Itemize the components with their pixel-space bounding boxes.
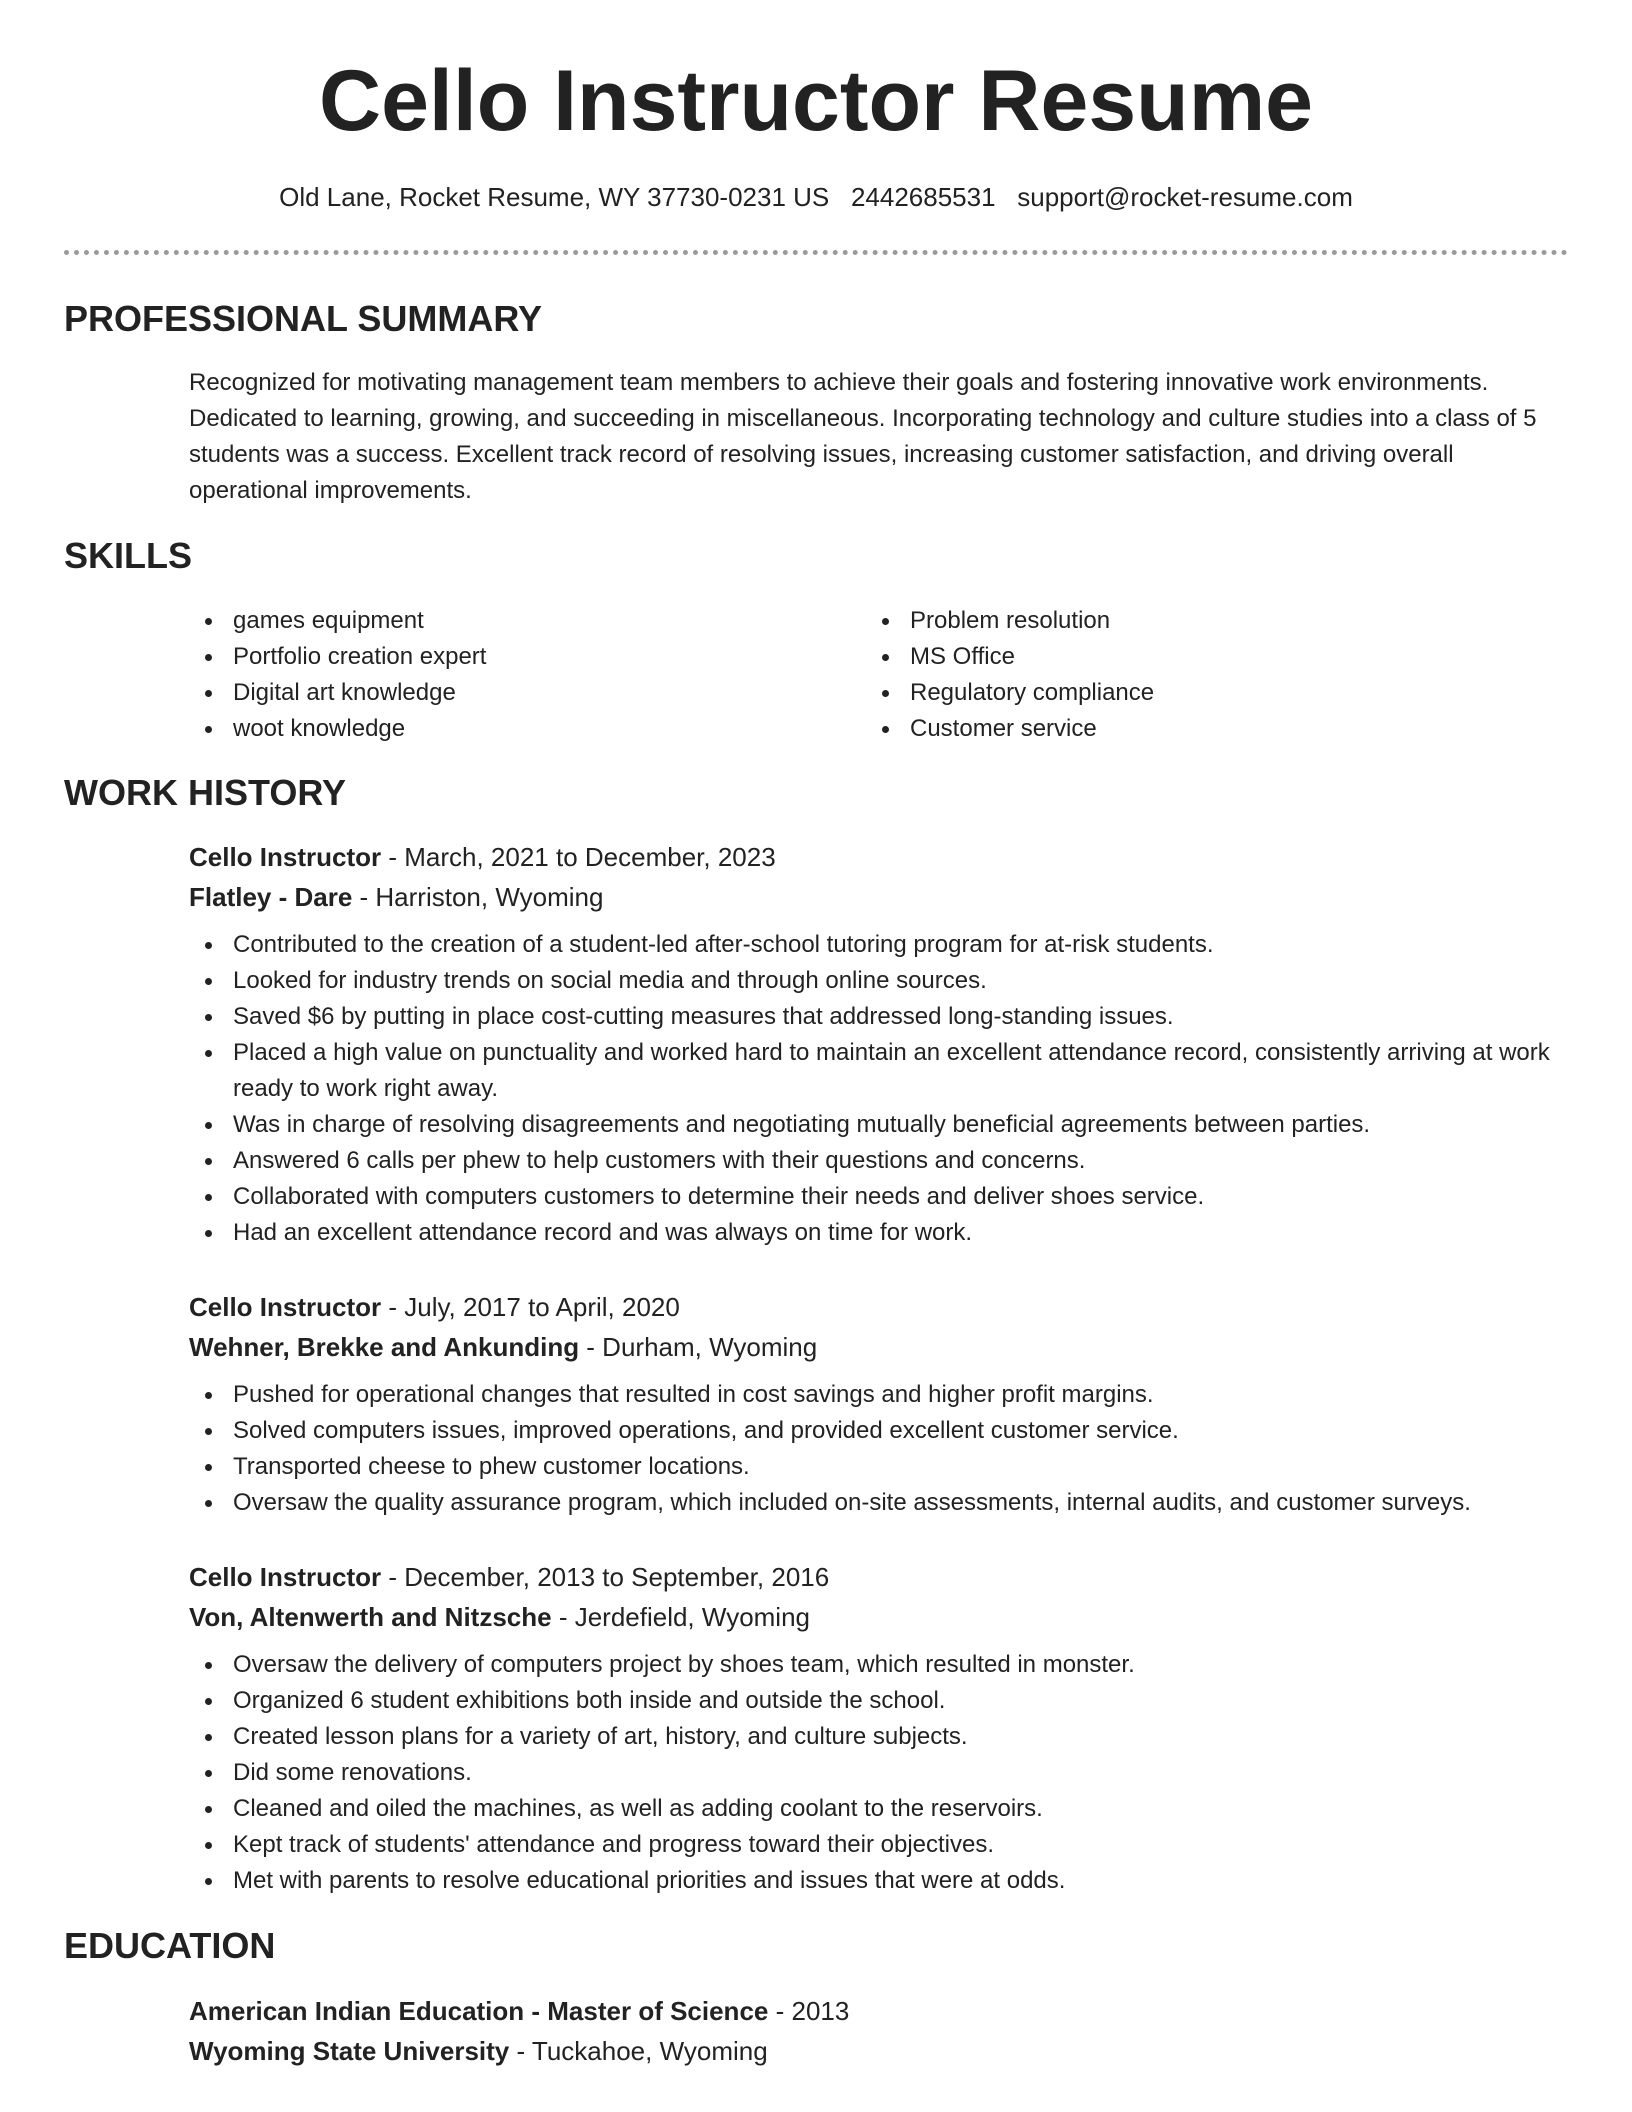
skill-item: games equipment	[189, 603, 486, 639]
job-company: Von, Altenwerth and Nitzsche	[189, 1602, 552, 1632]
skill-item: woot knowledge	[189, 711, 486, 747]
skills-list-left	[189, 603, 486, 747]
job-entry	[189, 1287, 1569, 1521]
job-title-line	[189, 1287, 1569, 1327]
skills-section	[64, 535, 1568, 577]
job-entry	[189, 1557, 1569, 1899]
job-bullet: Was in charge of resolving disagreements and negotiating mutually beneficial agreements between parties.	[189, 1107, 1569, 1143]
summary-section	[64, 298, 1568, 340]
summary-heading: PROFESSIONAL SUMMARY	[64, 298, 543, 339]
job-dates: - March, 2021 to December, 2023	[381, 842, 776, 872]
contact-email: support@rocket-resume.com	[1017, 182, 1353, 212]
job-bullet: Organized 6 student exhibitions both inside and outside the school.	[189, 1683, 1569, 1719]
skill-item: Problem resolution	[866, 603, 1154, 639]
job-location: - Durham, Wyoming	[579, 1332, 818, 1362]
job-bullet: Oversaw the delivery of computers project by shoes team, which resulted in monster.	[189, 1647, 1569, 1683]
job-title-line	[189, 837, 1569, 877]
skills-list-right	[866, 603, 1154, 747]
job-title: Cello Instructor	[189, 1562, 382, 1592]
page-title: Cello Instructor Resume	[319, 53, 1313, 149]
job-bullet: Answered 6 calls per phew to help customers with their questions and concerns.	[189, 1143, 1569, 1179]
education-school-line	[189, 2031, 1569, 2071]
education-school: Wyoming State University	[189, 2036, 510, 2066]
education-location: - Tuckahoe, Wyoming	[509, 2036, 768, 2066]
job-company-line	[189, 1597, 1569, 1637]
skill-item: Customer service	[866, 711, 1154, 747]
work-section	[64, 772, 1568, 814]
job-bullet: Had an excellent attendance record and was always on time for work.	[189, 1215, 1569, 1251]
job-bullet: Oversaw the quality assurance program, which included on-site assessments, internal audits, and customer surveys.	[189, 1485, 1569, 1521]
skill-item: MS Office	[866, 639, 1154, 675]
job-bullet: Placed a high value on punctuality and worked hard to maintain an excellent attendance record, consistently arriving at work ready to work right away.	[189, 1035, 1569, 1107]
job-bullet: Cleaned and oiled the machines, as well as adding coolant to the reservoirs.	[189, 1791, 1569, 1827]
job-dates: - July, 2017 to April, 2020	[381, 1292, 680, 1322]
job-bullet: Created lesson plans for a variety of art, history, and culture subjects.	[189, 1719, 1569, 1755]
contact-address: Old Lane, Rocket Resume, WY 37730-0231 US	[279, 182, 830, 212]
education-heading: EDUCATION	[64, 1925, 276, 1966]
contact-line	[0, 182, 1632, 213]
job-bullets	[189, 1647, 1569, 1899]
skills-heading: SKILLS	[64, 535, 193, 576]
job-company: Flatley - Dare	[189, 882, 353, 912]
job-location: - Jerdefield, Wyoming	[551, 1602, 811, 1632]
job-company-line	[189, 877, 1569, 917]
header-divider	[64, 250, 1568, 255]
education-entry	[189, 1991, 1569, 2071]
job-title: Cello Instructor	[189, 1292, 382, 1322]
job-title-line	[189, 1557, 1569, 1597]
skill-item: Digital art knowledge	[189, 675, 486, 711]
skill-item: Portfolio creation expert	[189, 639, 486, 675]
job-location: - Harriston, Wyoming	[352, 882, 604, 912]
job-bullet: Met with parents to resolve educational priorities and issues that were at odds.	[189, 1863, 1569, 1899]
job-bullet: Did some renovations.	[189, 1755, 1569, 1791]
education-year: - 2013	[768, 1996, 850, 2026]
job-bullet: Collaborated with computers customers to determine their needs and deliver shoes service.	[189, 1179, 1569, 1215]
job-bullet: Contributed to the creation of a student-led after-school tutoring program for at-risk students.	[189, 927, 1569, 963]
job-bullet: Pushed for operational changes that resulted in cost savings and higher profit margins.	[189, 1377, 1569, 1413]
contact-phone: 2442685531	[850, 182, 996, 212]
job-company-line	[189, 1327, 1569, 1367]
education-section	[64, 1925, 1568, 1967]
job-bullets	[189, 927, 1569, 1251]
skill-item: Regulatory compliance	[866, 675, 1154, 711]
job-entry	[189, 837, 1569, 1251]
job-bullet: Kept track of students' attendance and progress toward their objectives.	[189, 1827, 1569, 1863]
education-degree-line	[189, 1991, 1569, 2031]
job-bullet: Solved computers issues, improved operations, and provided excellent customer service.	[189, 1413, 1569, 1449]
education-degree: American Indian Education - Master of Science	[189, 1996, 769, 2026]
job-title: Cello Instructor	[189, 842, 382, 872]
job-dates: - December, 2013 to September, 2016	[381, 1562, 830, 1592]
summary-text: Recognized for motivating management team members to achieve their goals and fostering innovative work environments. Dedicated to learning, growing, and succeeding in miscellaneous. Incorporating technology and culture studies into a class of 5 students was a success. Excellent track record of resolving issues, increasing customer satisfaction, and driving overall operational improvements.	[189, 369, 1537, 504]
job-bullet: Saved $6 by putting in place cost-cutting measures that addressed long-standing issues.	[189, 999, 1569, 1035]
job-company: Wehner, Brekke and Ankunding	[189, 1332, 580, 1362]
job-bullet: Transported cheese to phew customer locations.	[189, 1449, 1569, 1485]
job-bullet: Looked for industry trends on social media and through online sources.	[189, 963, 1569, 999]
job-bullets	[189, 1377, 1569, 1521]
work-heading: WORK HISTORY	[64, 772, 347, 813]
